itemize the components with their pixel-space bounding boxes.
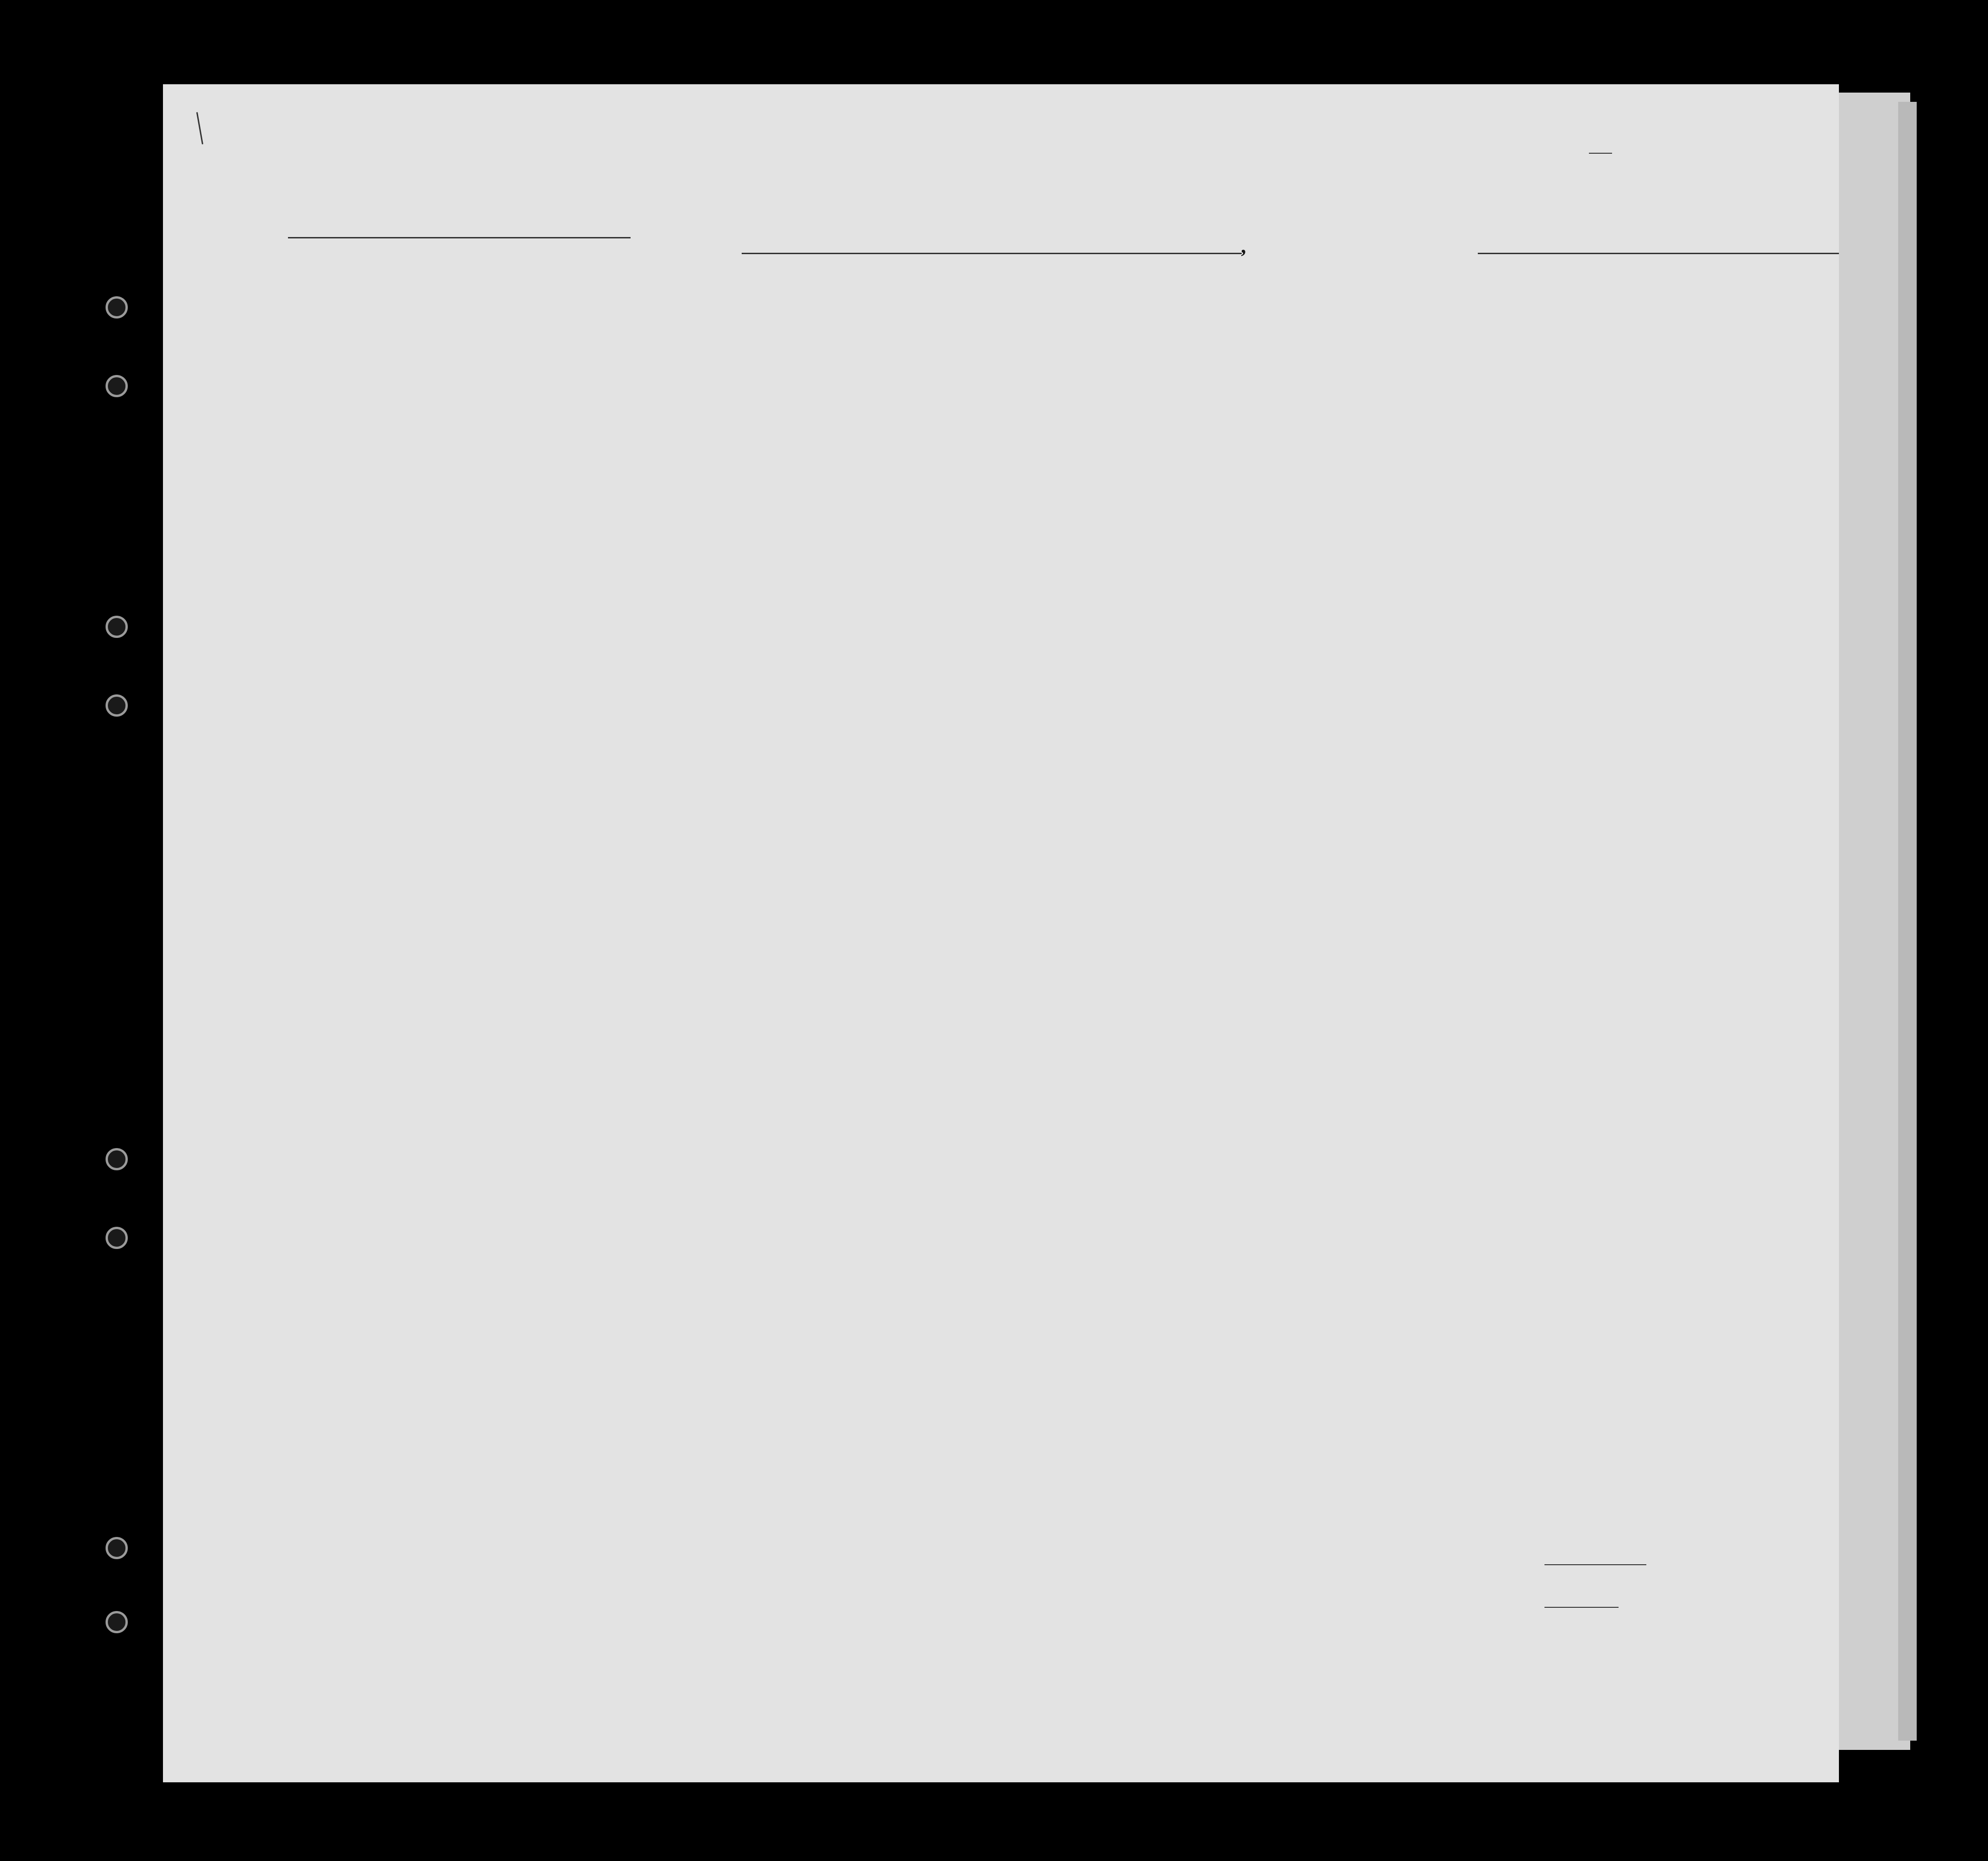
owners-block — [1538, 1549, 1646, 1613]
binder-hole-icon — [106, 375, 128, 397]
sail-year: , — [1242, 234, 1247, 257]
binder-hole-icon — [106, 694, 128, 717]
page-edge-shadow — [1898, 102, 1917, 1741]
manifest-table — [163, 84, 1839, 1782]
binder-hole-icon — [106, 616, 128, 638]
manifest-sheet — [163, 84, 1839, 1782]
binder-hole-icon — [106, 1148, 128, 1170]
agents-value — [1544, 1592, 1619, 1608]
line-value — [1544, 1550, 1646, 1565]
binder-hole-icon — [106, 296, 128, 318]
binder-hole-icon — [106, 1537, 128, 1559]
binder-hole-icon — [106, 1227, 128, 1249]
binder-hole-icon — [106, 1611, 128, 1633]
